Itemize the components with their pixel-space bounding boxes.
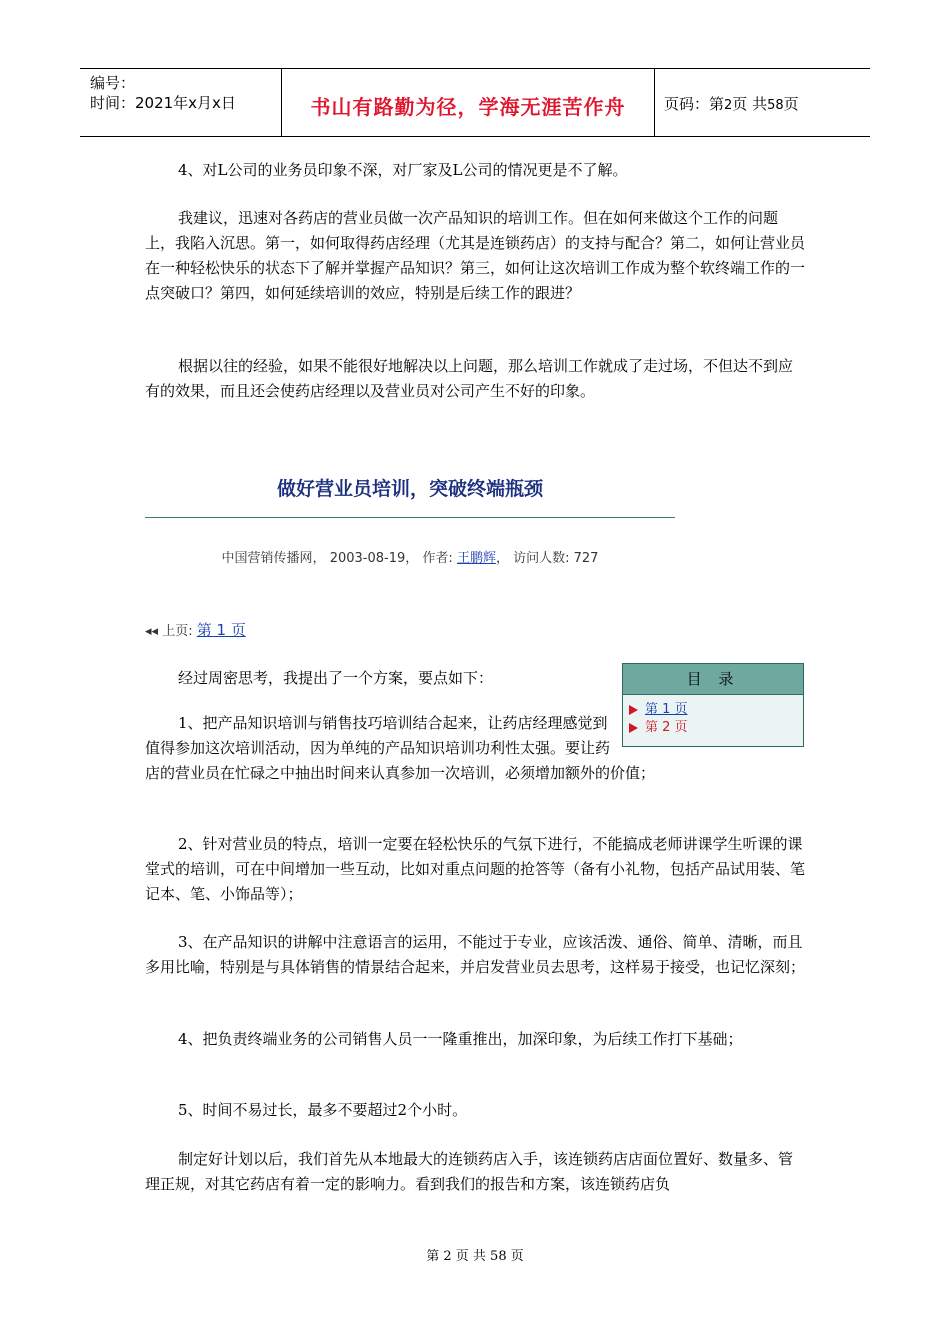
page-footer: 第 2 页 共 58 页 [426,1249,524,1264]
header-page-total: 58 [767,98,784,113]
toc-link-page-1[interactable]: 第 1 页 [645,702,688,717]
paragraph: 我建议，迅速对各药店的营业员做一次产品知识的培训工作。但在如何来做这个工作的问题上，我陷入沉思。第一，如何取得药店经理（尤其是连锁药店）的支持与配合？第二，如何让营业员在一种轻松快乐的状态下了解并掌握产品知识？第三，如何让这次培训工作成为整个软终端工作的一点突破口？第四，如何延续培训的效应，特别是后续工作的跟进？ [145,209,806,302]
paragraph: 经过周密思考，我提出了一个方案，要点如下： [178,669,494,687]
header-page-counter: 页码：第2页 共58页 [664,95,799,113]
title-divider [145,517,675,518]
toc-heading: 目 录 [623,664,803,695]
article-date: 2003-08-19， [329,551,419,566]
document-time-label: 时间：2021年x月x日 [90,94,236,112]
previous-page-nav [145,619,246,640]
article-meta [145,547,675,566]
page-header [80,68,870,137]
toc-float-spacer [610,711,805,757]
document-number-label: 编号： [90,74,136,92]
rewind-icon: ◂◂ [145,624,159,639]
paragraph: 3、在产品知识的讲解中注意语言的运用，不能过于专业，应该活泼、通俗、简单、清晰，而且多用比喻，特别是与具体销售的情景结合起来，并启发营业员去思考，这样易于接受，也记忆深刻； [145,933,806,976]
previous-page-link[interactable]: 第 1 页 [196,621,246,639]
author-label: 作者: [422,551,453,566]
visits-label: ， 访问人数: [495,551,570,566]
article-title: 做好营业员培训，突破终端瓶颈 [276,478,543,500]
paragraph: 2、针对营业员的特点，培训一定要在轻松快乐的气氛下进行，不能搞成老师讲课学生听课的课堂式的培训，可在中间增加一些互动，比如对重点问题的抢答等（备有小礼物，包括产品试用装、笔记本、笔、小饰品等）； [145,835,806,903]
paragraph: 制定好计划以后，我们首先从本地最大的连锁药店入手，该连锁药店店面位置好、数量多、管理正规，对其它药店有着一定的影响力。看到我们的报告和方案，该连锁药店负 [145,1150,794,1193]
header-info [90,73,236,113]
header-motto: 书山有路勤为径，学海无涯苦作舟 [310,95,626,119]
header-divider [654,69,655,136]
paragraph: 根据以往的经验，如果不能很好地解决以上问题，那么培训工作就成了走过场，不但达不到应有的效果，而且还会使药店经理以及营业员对公司产生不好的印象。 [145,357,794,400]
paragraph: 4、把负责终端业务的公司销售人员一一隆重推出，加深印象，为后续工作打下基础； [178,1030,743,1048]
paragraph: 4、对L公司的业务员印象不深，对厂家及L公司的情况更是不了解。 [178,161,628,179]
author-link[interactable]: 王鹏辉 [456,551,496,566]
visit-count: 727 [573,551,599,566]
paragraph: 1、把产品知识培训与销售技巧培训结合起来，让药店经理感觉到值得参加这次培训活动，因为单纯的产品知识培训功利性太强。要让药店的营业员在忙碌之中抽出时间来认真参加一次培训，必须增加额外的价值； [145,711,805,786]
header-page-number: 2 [724,98,733,113]
toc-current-page: 第 2 页 [645,720,688,735]
article-source: 中国营销传播网， [221,551,326,566]
previous-page-label: 上页: [162,624,193,639]
paragraph: 5、时间不易过长，最多不要超过2个小时。 [178,1101,468,1119]
